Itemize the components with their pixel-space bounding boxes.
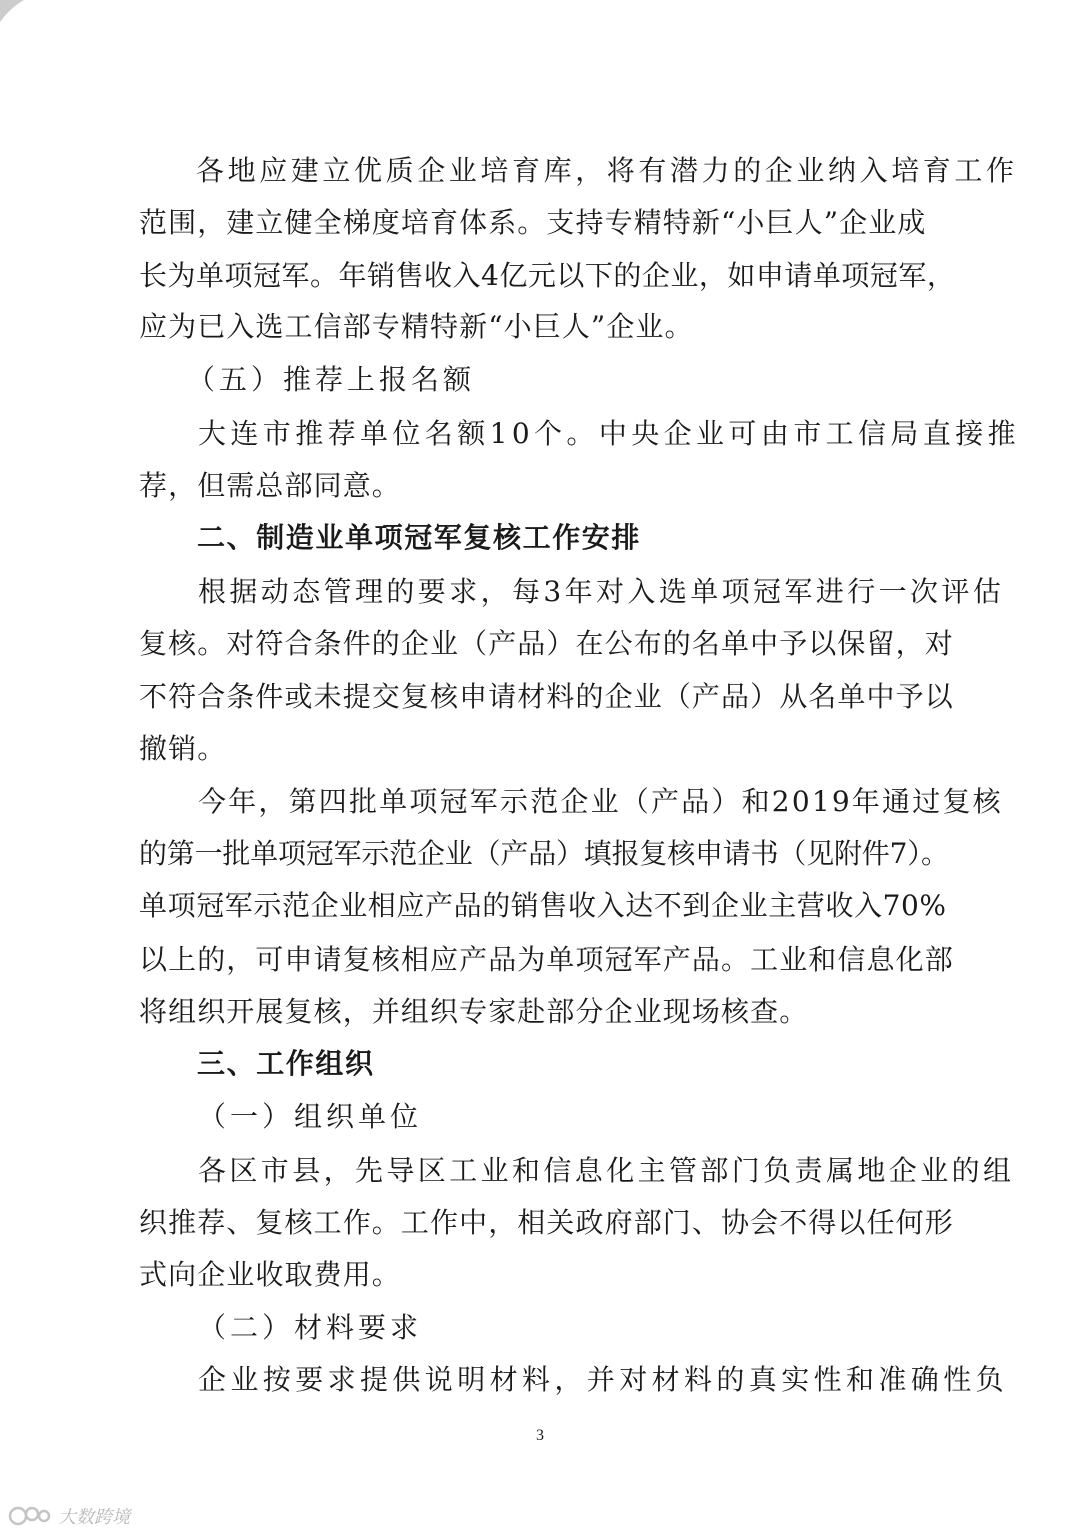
subheading-1: （一）组织单位 xyxy=(198,1100,423,1133)
body-line-14: 的第一批单项冠军示范企业（产品）填报复核申请书（见附件7）。 xyxy=(139,837,949,870)
page-number: 3 xyxy=(536,1427,544,1444)
body-line-11: 不符合条件或未提交复核申请材料的企业（产品）从名单中予以 xyxy=(139,680,954,713)
body-line-2: 范围，建立健全梯度培育体系。支持专精特新“小巨人”企业成 xyxy=(139,206,927,239)
body-line-21: 织推荐、复核工作。工作中，相关政府部门、协会不得以任何形 xyxy=(139,1206,954,1239)
section-heading-3: 三、工作组织 xyxy=(197,1047,375,1080)
body-line-4: 应为已入选工信部专精特新“小巨人”企业。 xyxy=(139,310,694,343)
body-line-7: 荐，但需总部同意。 xyxy=(139,469,401,502)
body-line-15: 单项冠军示范企业相应产品的销售收入达不到企业主营收入70% xyxy=(139,889,947,922)
body-line-24: 企业按要求提供说明材料，并对材料的真实性和准确性负 xyxy=(198,1363,1009,1396)
body-line-12: 撤销。 xyxy=(139,732,227,765)
body-line-10: 复核。对符合条件的企业（产品）在公布的名单中予以保留，对 xyxy=(139,627,954,660)
body-line-1: 各地应建立优质企业培育库，将有潜力的企业纳入培育工作 xyxy=(196,154,1018,187)
body-line-6: 大连市推荐单位名额10个。中央企业可由市工信局直接推 xyxy=(198,417,1021,450)
watermark xyxy=(8,1502,130,1530)
logo-icon xyxy=(8,1502,52,1530)
body-line-16: 以上的，可申请复核相应产品为单项冠军产品。工业和信息化部 xyxy=(139,943,954,976)
body-line-17: 将组织开展复核，并组织专家赴部分企业现场核查。 xyxy=(139,995,809,1028)
body-line-13: 今年，第四批单项冠军示范企业（产品）和2019年通过复核 xyxy=(198,785,1003,818)
body-line-22: 式向企业收取费用。 xyxy=(139,1258,401,1291)
section-heading-2: 二、制造业单项冠军复核工作安排 xyxy=(197,521,642,554)
scan-corner-mark xyxy=(0,0,60,30)
subheading-2: （二）材料要求 xyxy=(198,1311,423,1344)
subheading-5: （五）推荐上报名额 xyxy=(187,363,476,396)
body-line-9: 根据动态管理的要求，每3年对入选单项冠军进行一次评估 xyxy=(198,575,1005,608)
body-line-3: 长为单项冠军。年销售收入4亿元以下的企业，如申请单项冠军， xyxy=(139,259,956,292)
body-line-20: 各区市县，先导区工业和信息化主管部门负责属地企业的组 xyxy=(198,1154,1015,1187)
watermark-text: 大数跨境 xyxy=(58,1507,130,1528)
